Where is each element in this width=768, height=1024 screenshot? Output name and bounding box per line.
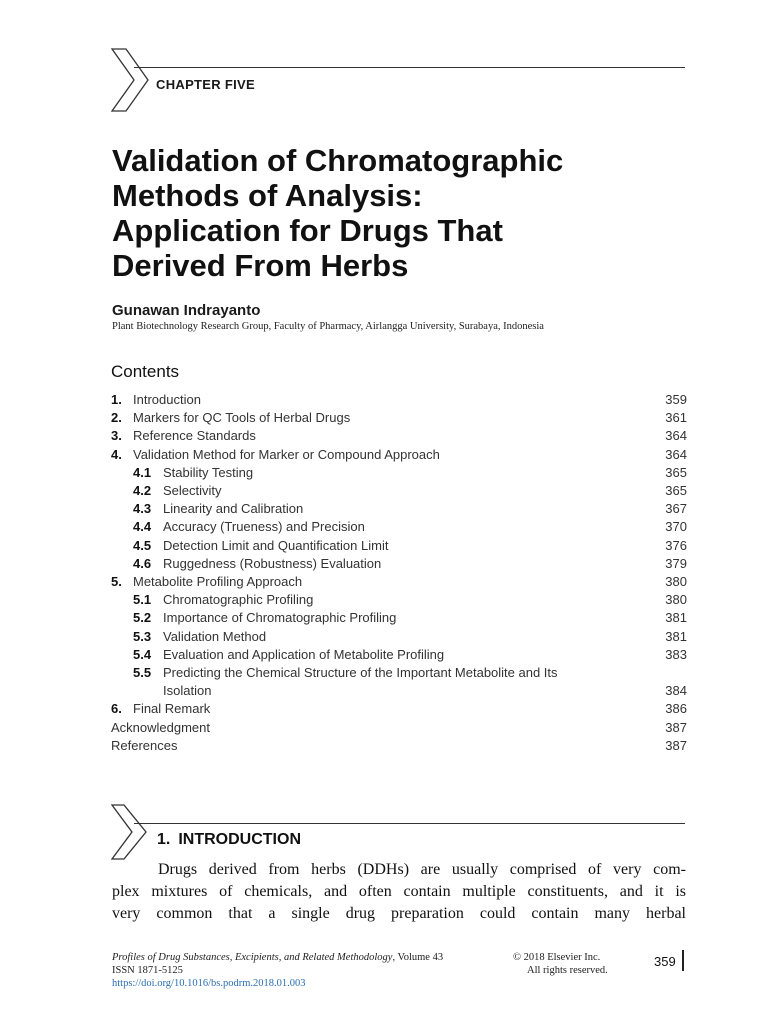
section-number: 1. bbox=[157, 831, 171, 848]
toc-entry[interactable] bbox=[111, 482, 687, 500]
contents-heading: Contents bbox=[111, 362, 180, 381]
toc-entry[interactable] bbox=[111, 700, 687, 718]
toc-page-number: 359 bbox=[665, 392, 687, 407]
footer-copyright: © 2018 Elsevier Inc. bbox=[513, 952, 601, 963]
toc-page-number: 365 bbox=[665, 464, 687, 480]
toc-number: 5.3 bbox=[133, 628, 152, 644]
author-name: Gunawan Indrayanto bbox=[112, 302, 261, 319]
toc-entry[interactable] bbox=[111, 427, 687, 445]
toc-label: Accuracy (Trueness) and Precision bbox=[163, 519, 365, 535]
toc-page-number: 364 bbox=[665, 446, 687, 462]
toc-entry[interactable] bbox=[111, 555, 687, 573]
title-line: Validation of Chromatographic bbox=[112, 143, 564, 178]
toc-number: 6. bbox=[111, 701, 122, 717]
toc-page-number: 370 bbox=[665, 519, 687, 535]
toc-page-number: 387 bbox=[665, 719, 687, 735]
title-line: Derived From Herbs bbox=[112, 248, 409, 283]
article-title bbox=[112, 143, 712, 283]
toc-page-number: 386 bbox=[665, 701, 687, 717]
toc-label: Detection Limit and Quantification Limit bbox=[163, 537, 389, 553]
toc-entry[interactable] bbox=[111, 537, 687, 555]
toc-page-number: 365 bbox=[665, 483, 687, 499]
chapter-chevron-icon bbox=[110, 47, 150, 113]
toc-page-number: 381 bbox=[665, 610, 687, 626]
footer-rights: All rights reserved. bbox=[527, 965, 608, 976]
toc-entry[interactable] bbox=[111, 446, 687, 464]
toc-entry[interactable] bbox=[111, 500, 687, 518]
toc-entry[interactable] bbox=[111, 628, 687, 646]
toc-number: 4.2 bbox=[133, 483, 152, 499]
page-number-bar bbox=[682, 950, 684, 971]
toc-page-number: 380 bbox=[665, 574, 687, 590]
toc-label: Metabolite Profiling Approach bbox=[133, 574, 303, 590]
toc-page-number: 384 bbox=[665, 683, 687, 699]
toc-label: Ruggedness (Robustness) Evaluation bbox=[163, 555, 382, 571]
toc-number: 4.4 bbox=[133, 519, 152, 535]
toc-page-number: 361 bbox=[665, 410, 687, 426]
toc-number: 5.1 bbox=[133, 592, 152, 608]
toc-number: 5.4 bbox=[133, 646, 152, 662]
toc-entry[interactable] bbox=[111, 737, 687, 755]
toc-entry[interactable] bbox=[111, 609, 687, 627]
toc-label: Predicting the Chemical Structure of the Important Metabolite and Its bbox=[163, 665, 558, 681]
toc-number: 4.1 bbox=[133, 464, 152, 480]
toc-page-number bbox=[647, 664, 687, 682]
toc-page-number: 381 bbox=[665, 628, 687, 644]
toc-label: References bbox=[111, 737, 178, 753]
toc-label: Validation Method bbox=[163, 628, 267, 644]
toc-label: Reference Standards bbox=[133, 428, 256, 444]
toc-entry[interactable] bbox=[111, 391, 687, 409]
toc-page-number: 379 bbox=[665, 555, 687, 571]
toc-label: Selectivity bbox=[163, 483, 222, 499]
toc-entry[interactable] bbox=[111, 719, 687, 737]
toc-label: Acknowledgment bbox=[111, 719, 210, 735]
toc-number: 4.3 bbox=[133, 501, 152, 517]
toc-number: 5.5 bbox=[133, 665, 152, 681]
author-affiliation: Plant Biotechnology Research Group, Faculty of Pharmacy, Airlangga University, Surabaya, Indonesia bbox=[112, 321, 544, 332]
table-of-contents bbox=[111, 391, 687, 755]
toc-page-number: 380 bbox=[665, 592, 687, 608]
section-heading bbox=[157, 831, 301, 849]
toc-page-number: 387 bbox=[665, 737, 687, 753]
section-rule bbox=[134, 823, 685, 824]
chapter-rule bbox=[134, 67, 685, 68]
toc-label: Isolation bbox=[163, 683, 212, 699]
footer-issn: ISSN 1871-5125 bbox=[112, 965, 183, 976]
toc-entry[interactable] bbox=[111, 573, 687, 591]
body-line: plex mixtures of chemicals, and often contain multiple constituents, and it is bbox=[112, 883, 686, 900]
toc-page-number: 376 bbox=[665, 537, 687, 553]
toc-number: 1. bbox=[111, 392, 122, 407]
footer-journal-citation bbox=[112, 952, 443, 963]
title-line: Methods of Analysis: bbox=[112, 178, 423, 213]
toc-label: Linearity and Calibration bbox=[163, 501, 304, 517]
toc-page-number: 364 bbox=[665, 428, 687, 444]
doi-link[interactable]: https://doi.org/10.1016/bs.podrm.2018.01.003 bbox=[112, 978, 306, 989]
title-line: Application for Drugs That bbox=[112, 213, 503, 248]
toc-label: Chromatographic Profiling bbox=[163, 592, 314, 608]
toc-entry[interactable] bbox=[111, 682, 687, 700]
toc-number: 5.2 bbox=[133, 610, 152, 626]
page-number: 359 bbox=[654, 954, 676, 969]
toc-entry[interactable] bbox=[111, 646, 687, 664]
toc-number: 2. bbox=[111, 410, 122, 426]
body-line: very common that a single drug preparation could contain many herbal bbox=[112, 905, 686, 922]
body-line: Drugs derived from herbs (DDHs) are usually comprised of very com- bbox=[158, 861, 686, 878]
toc-number: 4.5 bbox=[133, 537, 152, 553]
toc-number: 4. bbox=[111, 446, 122, 462]
section-title: INTRODUCTION bbox=[178, 831, 301, 848]
journal-volume: , Volume 43 bbox=[392, 952, 444, 963]
toc-label: Validation Method for Marker or Compound Approach bbox=[133, 446, 440, 462]
toc-page-number: 383 bbox=[665, 646, 687, 662]
section-chevron-icon bbox=[110, 803, 150, 861]
toc-label: Stability Testing bbox=[163, 464, 254, 480]
toc-entry[interactable] bbox=[111, 464, 687, 482]
chapter-label: CHAPTER FIVE bbox=[156, 77, 255, 92]
toc-label: Final Remark bbox=[133, 701, 211, 717]
journal-name: Profiles of Drug Substances, Excipients, and Related Methodology bbox=[112, 952, 393, 963]
toc-number: 5. bbox=[111, 574, 122, 590]
toc-label: Introduction bbox=[133, 392, 201, 407]
body-paragraph bbox=[112, 859, 686, 925]
toc-entry[interactable] bbox=[111, 409, 687, 427]
toc-number: 3. bbox=[111, 428, 122, 444]
toc-entry[interactable] bbox=[111, 518, 687, 536]
toc-label: Markers for QC Tools of Herbal Drugs bbox=[133, 410, 351, 426]
toc-label: Importance of Chromatographic Profiling bbox=[163, 610, 397, 626]
toc-entry[interactable] bbox=[111, 591, 687, 609]
toc-label: Evaluation and Application of Metabolite Profiling bbox=[163, 646, 445, 662]
toc-entry[interactable] bbox=[111, 664, 687, 682]
toc-page-number: 367 bbox=[665, 501, 687, 517]
toc-number: 4.6 bbox=[133, 555, 152, 571]
